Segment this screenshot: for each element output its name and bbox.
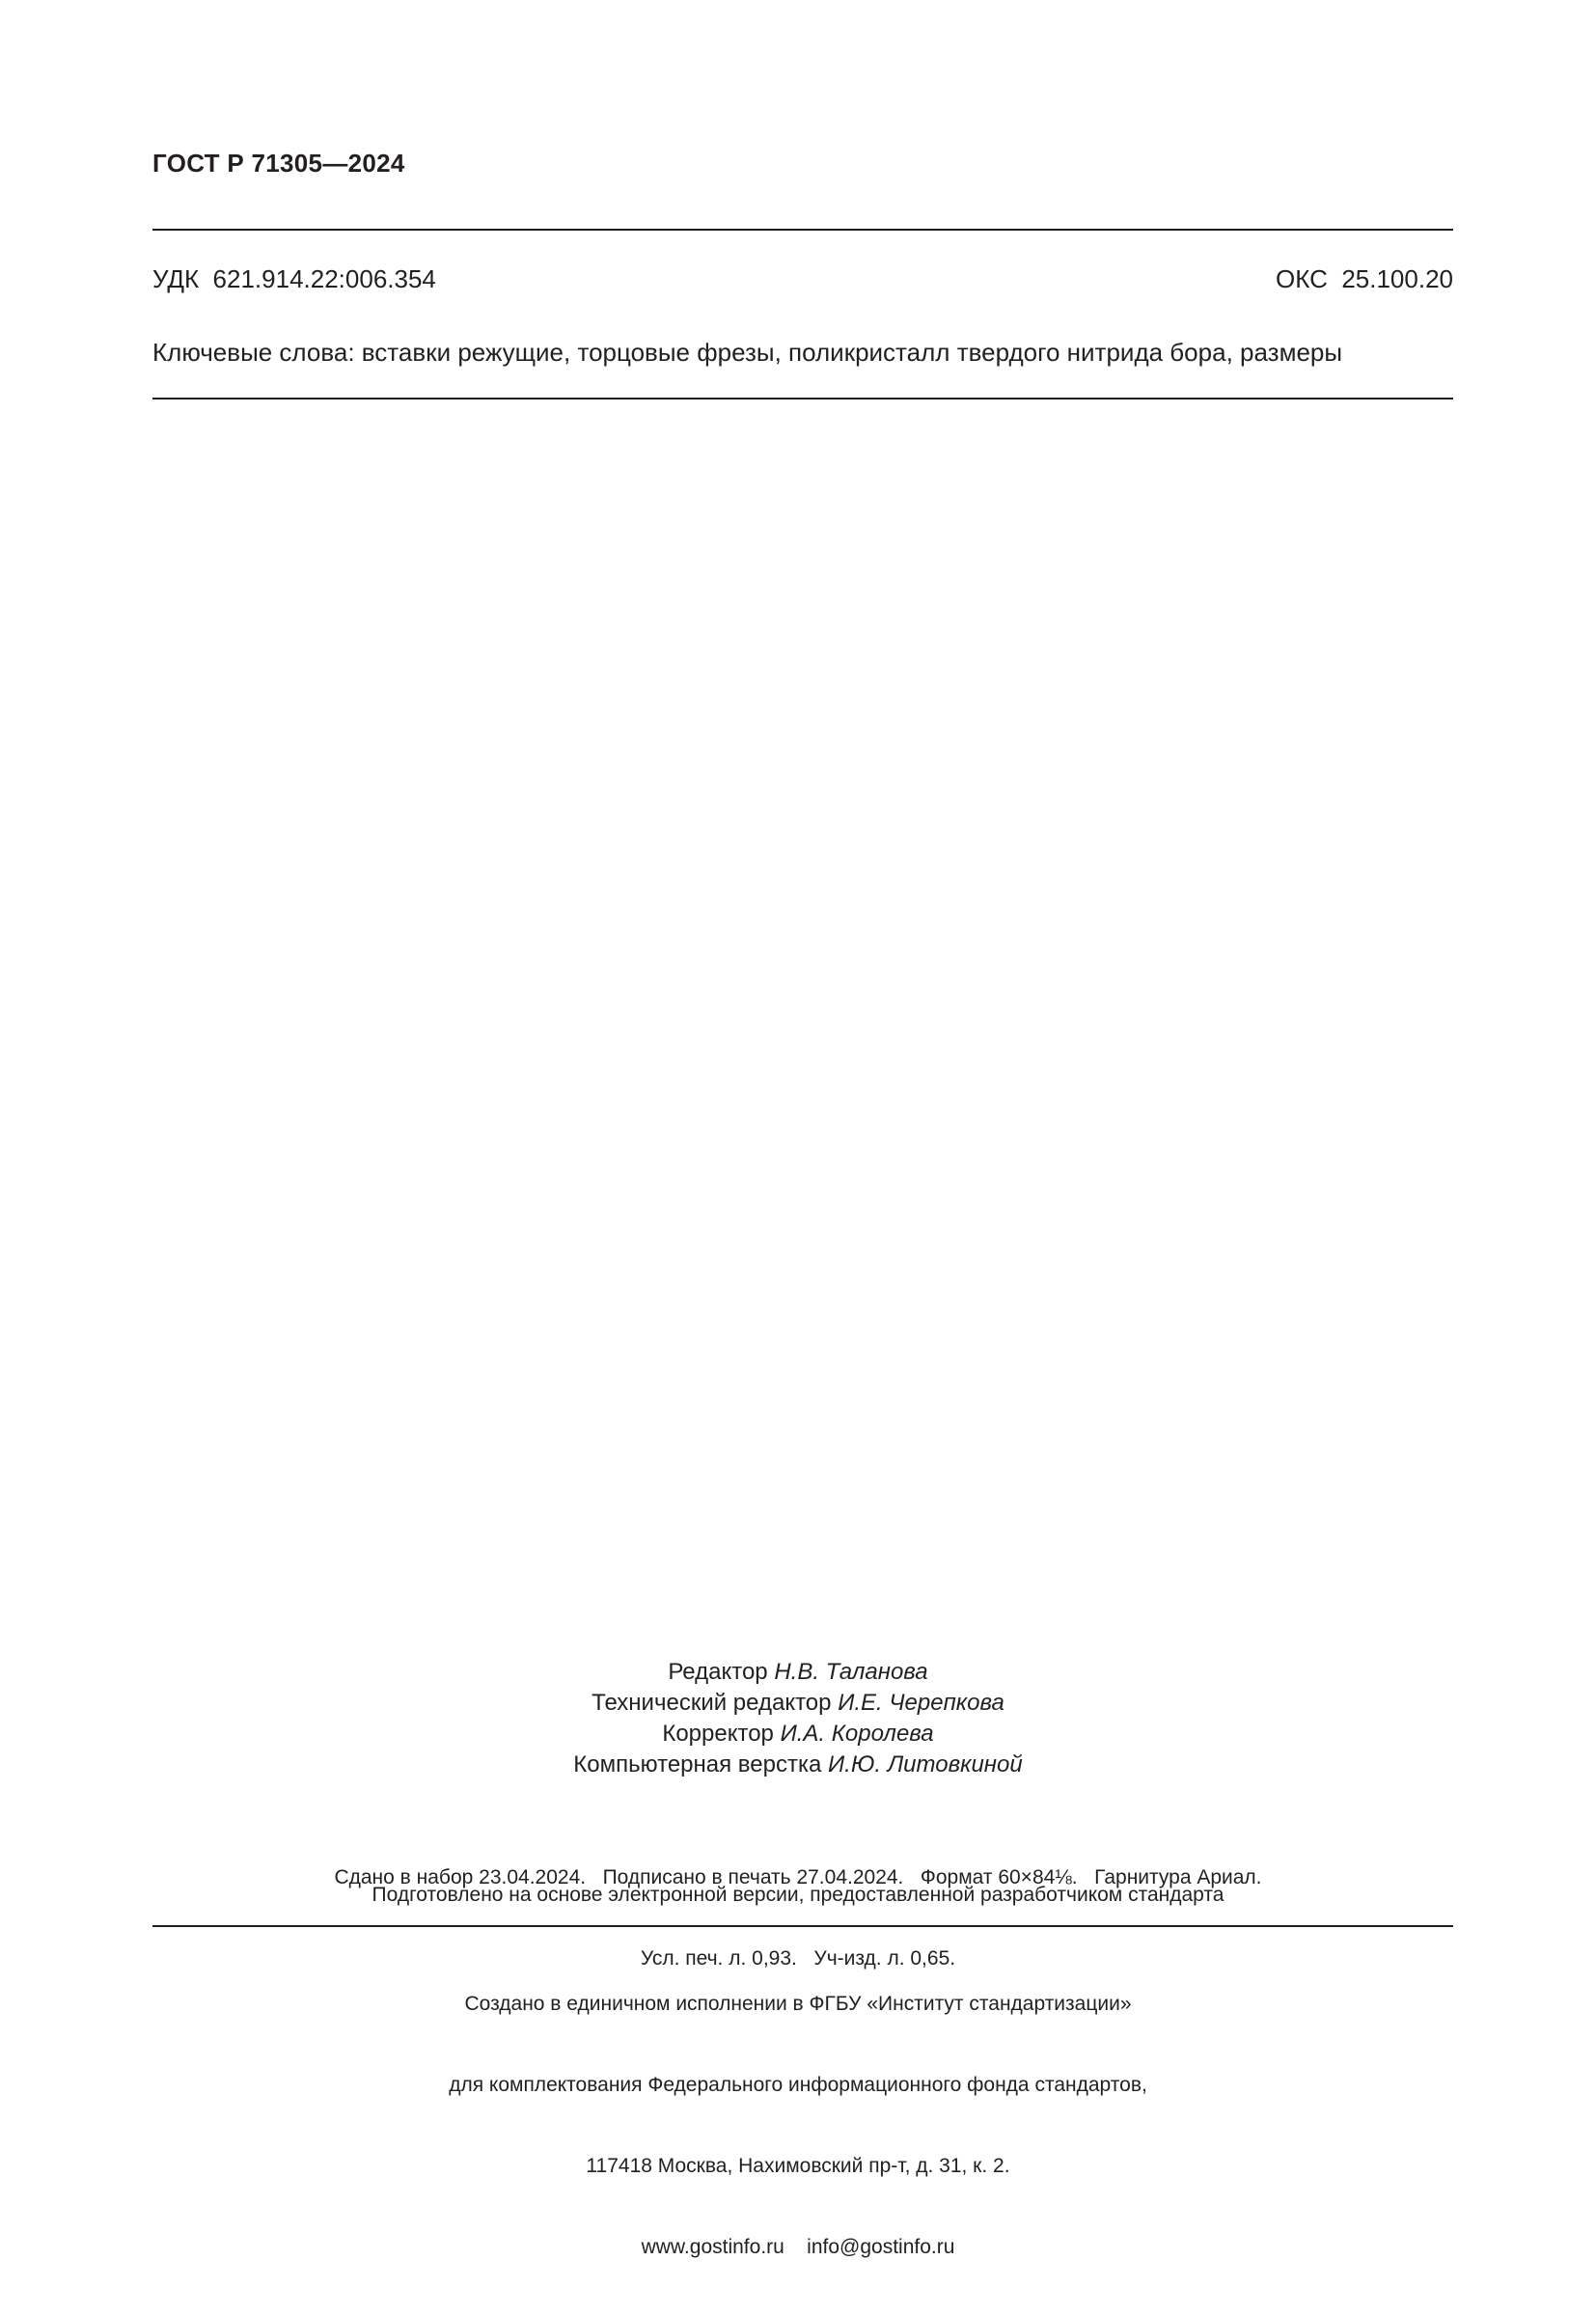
staff-name: И.Е. Черепкова: [838, 1690, 1004, 1716]
imprint-line: Сдано в набор 23.04.2024. Подписано в печать 27.04.2024. Формат 60×84⅛. Гарнитура Ариал.: [334, 1866, 1262, 1888]
divider-keywords: [152, 398, 1453, 400]
staff-role: Технический редактор: [592, 1690, 832, 1716]
staff-credits: [0, 1657, 1596, 1780]
staff-name: И.А. Королева: [780, 1721, 934, 1747]
publisher-line: для комплектования Федерального информационного фонда стандартов,: [449, 2074, 1147, 2096]
publisher-links: www.gostinfo.ru info@gostinfo.ru: [641, 2236, 955, 2258]
publisher-info: [0, 1937, 1596, 2315]
staff-editor: [0, 1657, 1596, 1688]
staff-tech-editor: [0, 1688, 1596, 1719]
divider-top: [152, 229, 1453, 231]
udk-code: УДК 621.914.22:006.354: [152, 264, 436, 293]
imprint-line: Усл. печ. л. 0,93. Уч-изд. л. 0,65.: [640, 1947, 956, 1970]
staff-role: Корректор: [662, 1721, 774, 1747]
oks-code: ОКС 25.100.20: [1276, 264, 1453, 293]
prepared-note: Подготовлено на основе электронной версии, предоставленной разработчиком стандарта: [371, 1884, 1225, 1906]
keywords-line: Ключевые слова: вставки режущие, торцовые фрезы, поликристалл твердого нитрида бора, размеры: [152, 338, 1343, 367]
document-code: ГОСТ Р 71305—2024: [152, 149, 405, 178]
staff-proofreader: [0, 1719, 1596, 1750]
staff-name: Н.В. Таланова: [774, 1659, 928, 1685]
staff-name: И.Ю. Литовкиной: [828, 1751, 1023, 1778]
staff-layout: [0, 1750, 1596, 1780]
divider-bottom: [152, 1925, 1453, 1927]
publisher-address: 117418 Москва, Нахимовский пр-т, д. 31, к. 2.: [586, 2155, 1010, 2177]
publisher-line: Создано в единичном исполнении в ФГБУ «Институт стандартизации»: [464, 1993, 1132, 2015]
staff-role: Компьютерная верстка: [573, 1751, 822, 1778]
staff-role: Редактор: [668, 1659, 768, 1685]
